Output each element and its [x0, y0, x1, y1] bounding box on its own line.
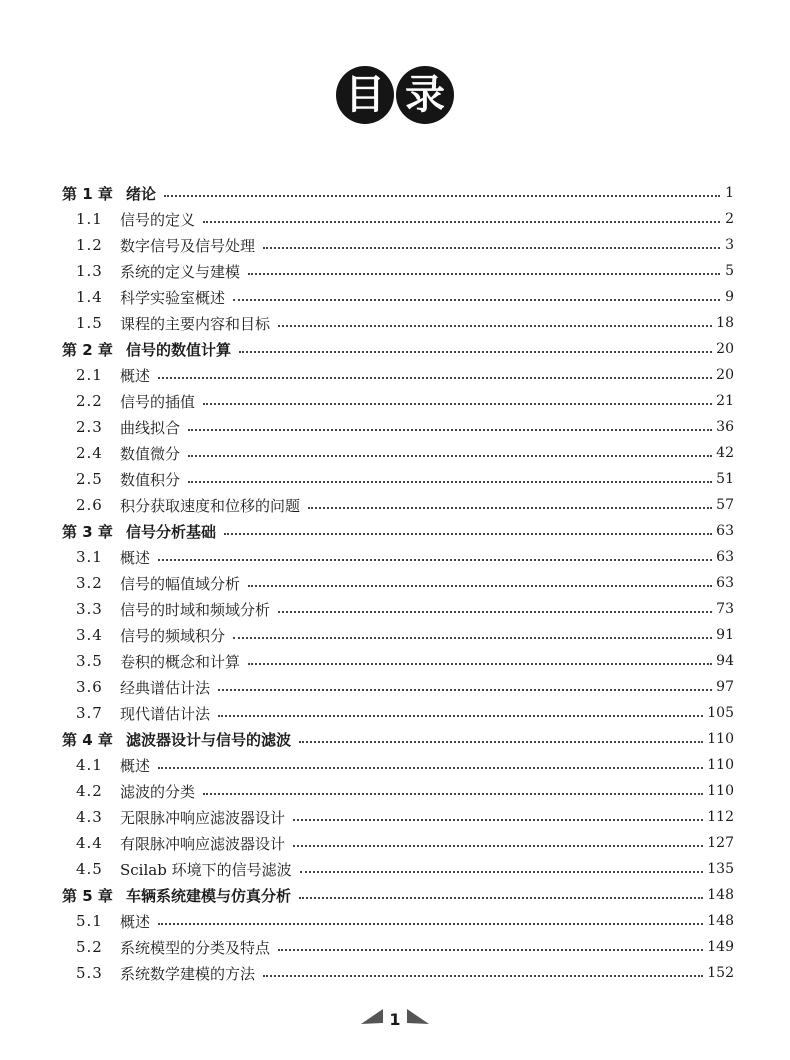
toc-section-row — [62, 752, 734, 778]
toc-section-row — [62, 960, 734, 986]
toc-section-row — [62, 544, 734, 570]
toc-entry-title: 车辆系统建模与仿真分析 — [126, 886, 292, 905]
right-triangle-icon — [407, 1008, 429, 1030]
dot-leader — [224, 533, 712, 535]
toc-entry-page: 112 — [707, 809, 734, 825]
toc-entry-title: 信号的定义 — [120, 210, 196, 229]
toc-entry-number: 4.2 — [76, 782, 103, 800]
toc-entry-title: 概述 — [120, 756, 151, 775]
footer-page-number: 1 — [389, 1010, 401, 1029]
toc-entry-number: 2.1 — [76, 366, 103, 384]
toc-chapter-row — [62, 518, 734, 544]
toc-section-row — [62, 830, 734, 856]
toc-entry-page: 91 — [716, 627, 734, 643]
title-char-1: 目 — [336, 66, 394, 124]
dot-leader — [248, 663, 712, 665]
toc-entry-number: 4.5 — [76, 860, 103, 878]
dot-leader — [203, 403, 712, 405]
dot-leader — [188, 455, 712, 457]
toc-entry-number: 2.4 — [76, 444, 103, 462]
toc-entry-title: 概述 — [120, 912, 151, 931]
dot-leader — [299, 741, 703, 743]
toc-entry-title: 积分获取速度和位移的问题 — [120, 496, 301, 515]
toc-entry-page: 149 — [707, 939, 734, 955]
toc-entry-number: 4.4 — [76, 834, 103, 852]
toc-entry-title: 有限脉冲响应滤波器设计 — [120, 834, 286, 853]
toc-entry-number: 1.2 — [76, 236, 103, 254]
toc-section-row — [62, 284, 734, 310]
toc-entry-number: 3.6 — [76, 678, 103, 696]
toc-entry-title: 现代谱估计法 — [120, 704, 211, 723]
toc-entry-page: 42 — [716, 445, 734, 461]
toc-section-row — [62, 492, 734, 518]
toc-entry-title: 曲线拟合 — [120, 418, 181, 437]
toc-entry-title: 滤波器设计与信号的滤波 — [126, 730, 292, 749]
dot-leader — [278, 611, 712, 613]
toc-section-row — [62, 908, 734, 934]
toc-entry-title: 滤波的分类 — [120, 782, 196, 801]
toc-entry-page: 57 — [716, 497, 734, 513]
toc-entry-number: 3.2 — [76, 574, 103, 592]
dot-leader — [158, 767, 703, 769]
toc-entry-page: 2 — [725, 211, 734, 227]
left-triangle-icon — [361, 1008, 383, 1030]
toc-entry-page: 94 — [716, 653, 734, 669]
dot-leader — [299, 897, 703, 899]
toc-entry-number: 2.6 — [76, 496, 103, 514]
dot-leader — [278, 325, 712, 327]
toc-chapter-row — [62, 726, 734, 752]
toc-entry-number: 第 4 章 — [62, 730, 113, 749]
toc-entry-number: 4.1 — [76, 756, 103, 774]
toc-section-row — [62, 674, 734, 700]
dot-leader — [233, 637, 712, 639]
dot-leader — [218, 689, 712, 691]
dot-leader — [218, 715, 703, 717]
toc-entry-page: 97 — [716, 679, 734, 695]
toc-section-row — [62, 596, 734, 622]
toc-entry-page: 63 — [716, 575, 734, 591]
toc-entry-number: 3.7 — [76, 704, 103, 722]
toc-entry-number: 3.4 — [76, 626, 103, 644]
toc-entry-page: 63 — [716, 523, 734, 539]
toc-entry-title: 数值微分 — [120, 444, 181, 463]
toc-section-row — [62, 934, 734, 960]
toc-entry-title: 数字信号及信号处理 — [120, 236, 256, 255]
toc-entry-page: 148 — [707, 887, 734, 903]
toc-entry-number: 第 1 章 — [62, 184, 113, 203]
toc-section-row — [62, 388, 734, 414]
dot-leader — [233, 299, 720, 301]
dot-leader — [188, 429, 712, 431]
toc-chapter-row — [62, 336, 734, 362]
toc-entry-page: 110 — [707, 731, 734, 747]
toc-section-row — [62, 258, 734, 284]
toc-chapter-row — [62, 882, 734, 908]
toc-entry-number: 5.3 — [76, 964, 103, 982]
table-of-contents — [62, 180, 734, 986]
toc-entry-title: Scilab 环境下的信号滤波 — [120, 860, 292, 879]
toc-entry-title: 信号的幅值域分析 — [120, 574, 241, 593]
toc-section-row — [62, 466, 734, 492]
dot-leader — [300, 871, 704, 873]
toc-entry-title: 信号的时域和频域分析 — [120, 600, 271, 619]
toc-section-row — [62, 232, 734, 258]
page-footer — [0, 1010, 790, 1029]
toc-entry-title: 信号的数值计算 — [126, 340, 232, 359]
toc-section-row — [62, 856, 734, 882]
toc-entry-title: 无限脉冲响应滤波器设计 — [120, 808, 286, 827]
toc-entry-title: 绪论 — [126, 184, 157, 203]
toc-entry-page: 20 — [716, 367, 734, 383]
toc-entry-title: 系统数学建模的方法 — [120, 964, 256, 983]
toc-entry-page: 110 — [707, 757, 734, 773]
toc-entry-number: 1.5 — [76, 314, 103, 332]
toc-entry-page: 135 — [707, 861, 734, 877]
toc-entry-page: 51 — [716, 471, 734, 487]
toc-section-row — [62, 362, 734, 388]
dot-leader — [158, 377, 712, 379]
dot-leader — [278, 949, 703, 951]
toc-entry-number: 2.5 — [76, 470, 103, 488]
dot-leader — [203, 793, 703, 795]
toc-entry-number: 1.1 — [76, 210, 103, 228]
toc-entry-title: 数值积分 — [120, 470, 181, 489]
toc-entry-number: 第 5 章 — [62, 886, 113, 905]
toc-entry-number: 第 2 章 — [62, 340, 113, 359]
toc-section-row — [62, 700, 734, 726]
dot-leader — [203, 221, 720, 223]
toc-entry-title: 系统的定义与建模 — [120, 262, 241, 281]
toc-entry-page: 152 — [707, 965, 734, 981]
toc-entry-number: 5.2 — [76, 938, 103, 956]
toc-section-row — [62, 648, 734, 674]
dot-leader — [164, 195, 720, 197]
toc-section-row — [62, 622, 734, 648]
page-title — [0, 66, 790, 124]
toc-entry-page: 73 — [716, 601, 734, 617]
dot-leader — [308, 507, 712, 509]
toc-entry-title: 卷积的概念和计算 — [120, 652, 241, 671]
toc-entry-page: 9 — [725, 289, 734, 305]
toc-section-row — [62, 310, 734, 336]
toc-section-row — [62, 206, 734, 232]
dot-leader — [158, 923, 703, 925]
toc-entry-page: 21 — [716, 393, 734, 409]
toc-entry-number: 4.3 — [76, 808, 103, 826]
toc-entry-number: 3.5 — [76, 652, 103, 670]
toc-entry-title: 系统模型的分类及特点 — [120, 938, 271, 957]
dot-leader — [263, 975, 703, 977]
toc-entry-page: 1 — [725, 185, 734, 201]
toc-entry-number: 3.1 — [76, 548, 103, 566]
toc-entry-number: 2.2 — [76, 392, 103, 410]
toc-section-row — [62, 804, 734, 830]
dot-leader — [188, 481, 712, 483]
dot-leader — [158, 559, 712, 561]
toc-entry-title: 科学实验室概述 — [120, 288, 226, 307]
toc-entry-number: 5.1 — [76, 912, 103, 930]
toc-entry-title: 信号分析基础 — [126, 522, 217, 541]
toc-section-row — [62, 570, 734, 596]
toc-entry-page: 110 — [707, 783, 734, 799]
toc-entry-page: 3 — [725, 237, 734, 253]
toc-entry-title: 概述 — [120, 548, 151, 567]
dot-leader — [293, 819, 703, 821]
toc-entry-page: 36 — [716, 419, 734, 435]
toc-section-row — [62, 778, 734, 804]
toc-chapter-row — [62, 180, 734, 206]
dot-leader — [239, 351, 712, 353]
toc-entry-page: 18 — [716, 315, 734, 331]
toc-entry-title: 信号的频域积分 — [120, 626, 226, 645]
toc-entry-page: 105 — [707, 705, 734, 721]
toc-entry-title: 概述 — [120, 366, 151, 385]
toc-entry-number: 2.3 — [76, 418, 103, 436]
dot-leader — [248, 273, 720, 275]
toc-entry-page: 63 — [716, 549, 734, 565]
toc-entry-page: 127 — [707, 835, 734, 851]
toc-entry-number: 1.4 — [76, 288, 103, 306]
toc-entry-page: 5 — [725, 263, 734, 279]
toc-entry-number: 3.3 — [76, 600, 103, 618]
toc-entry-page: 148 — [707, 913, 734, 929]
toc-section-row — [62, 440, 734, 466]
dot-leader — [263, 247, 720, 249]
toc-entry-number: 第 3 章 — [62, 522, 113, 541]
toc-entry-page: 20 — [716, 341, 734, 357]
toc-entry-title: 课程的主要内容和目标 — [120, 314, 271, 333]
dot-leader — [248, 585, 712, 587]
title-char-2: 录 — [396, 66, 454, 124]
toc-section-row — [62, 414, 734, 440]
toc-entry-number: 1.3 — [76, 262, 103, 280]
toc-entry-title: 经典谱估计法 — [120, 678, 211, 697]
toc-entry-title: 信号的插值 — [120, 392, 196, 411]
dot-leader — [293, 845, 703, 847]
